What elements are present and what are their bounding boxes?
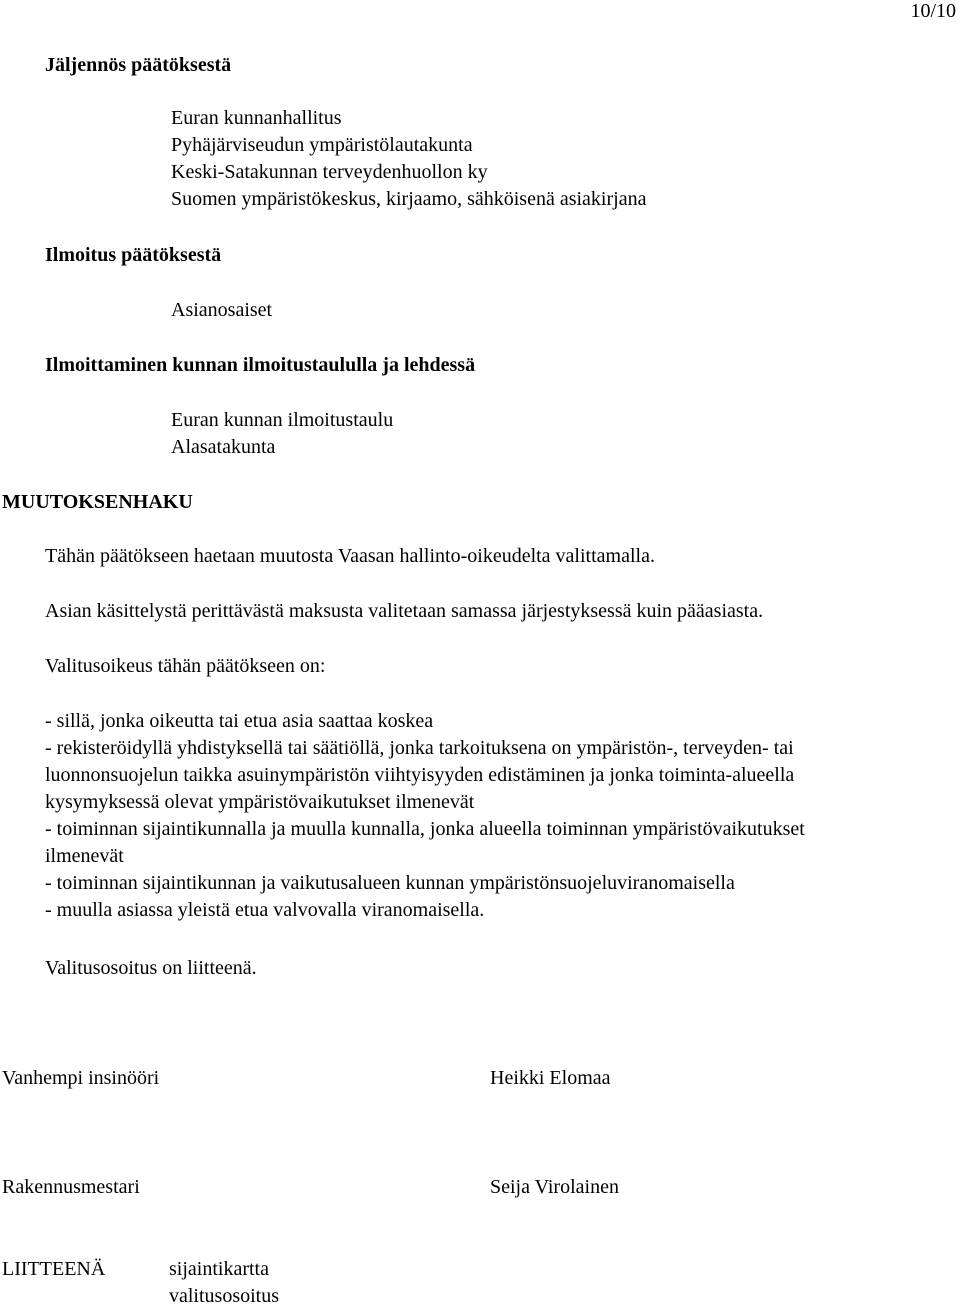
attachments-list <box>169 1256 279 1310</box>
decision-copy-recipients <box>171 105 646 213</box>
rights-line: - toiminnan sijaintikunnan ja vaikutusalueen kunnan ympäristönsuojeluviranomaisella <box>45 872 735 894</box>
decision-notice-heading: Ilmoitus päätöksestä <box>45 244 222 266</box>
appeal-paragraph-1: Tähän päätökseen haetaan muutosta Vaasan hallinto-oikeudelta valittamalla. <box>45 545 655 567</box>
recipient-line: Keski-Satakunnan terveydenhuollon ky <box>171 161 488 183</box>
recipient-line: Suomen ympäristökeskus, kirjaamo, sähköisenä asiakirjana <box>171 188 647 210</box>
rights-line: - muulla asiassa yleistä etua valvovalla viranomaisella. <box>45 899 485 921</box>
signer-name: Heikki Elomaa <box>490 1067 611 1089</box>
rights-line: - toiminnan sijaintikunnalla ja muulla kunnalla, jonka alueella toiminnan ympäristövaikutukset <box>45 818 805 840</box>
signer-title: Rakennusmestari <box>2 1176 140 1198</box>
recipient-line: Euran kunnanhallitus <box>171 107 342 129</box>
channel-line: Euran kunnan ilmoitustaulu <box>171 409 394 431</box>
announcement-heading: Ilmoittaminen kunnan ilmoitustaululla ja lehdessä <box>45 354 476 376</box>
attachment-item: sijaintikartta <box>169 1258 269 1280</box>
appeal-rights-intro: Valitusoikeus tähän päätökseen on: <box>45 655 326 677</box>
appeal-paragraph-2: Asian käsittelystä perittävästä maksusta valitetaan samassa järjestyksessä kuin pääasiasta. <box>45 600 764 622</box>
decision-copy-heading: Jäljennös päätöksestä <box>45 54 232 76</box>
recipient-line: Pyhäjärviseudun ympäristölautakunta <box>171 134 473 156</box>
rights-line: - sillä, jonka oikeutta tai etua asia saattaa koskea <box>45 710 434 732</box>
channel-line: Alasatakunta <box>171 436 276 458</box>
signer-title: Vanhempi insinööri <box>2 1067 160 1089</box>
rights-line: ilmenevät <box>45 845 124 867</box>
announcement-channels <box>171 407 393 461</box>
attachments-label: LIITTEENÄ <box>2 1258 106 1280</box>
page-number: 10/10 <box>910 0 956 22</box>
rights-line: kysymyksessä olevat ympäristövaikutukset ilmenevät <box>45 791 475 813</box>
attachment-item: valitusosoitus <box>169 1285 280 1307</box>
rights-line: luonnonsuojelun taikka asuinympäristön viihtyisyyden edistäminen ja jonka toiminta-alueella <box>45 764 795 786</box>
appeal-heading: MUUTOKSENHAKU <box>2 491 193 513</box>
appeal-rights-list <box>45 708 805 924</box>
appendix-note: Valitusosoitus on liitteenä. <box>45 957 257 979</box>
recipient-line: Asianosaiset <box>171 299 273 321</box>
decision-notice-recipients <box>171 297 272 324</box>
signer-name: Seija Virolainen <box>490 1176 619 1198</box>
rights-line: - rekisteröidyllä yhdistyksellä tai säätiöllä, jonka tarkoituksena on ympäristön-, terveyden- tai <box>45 737 794 759</box>
